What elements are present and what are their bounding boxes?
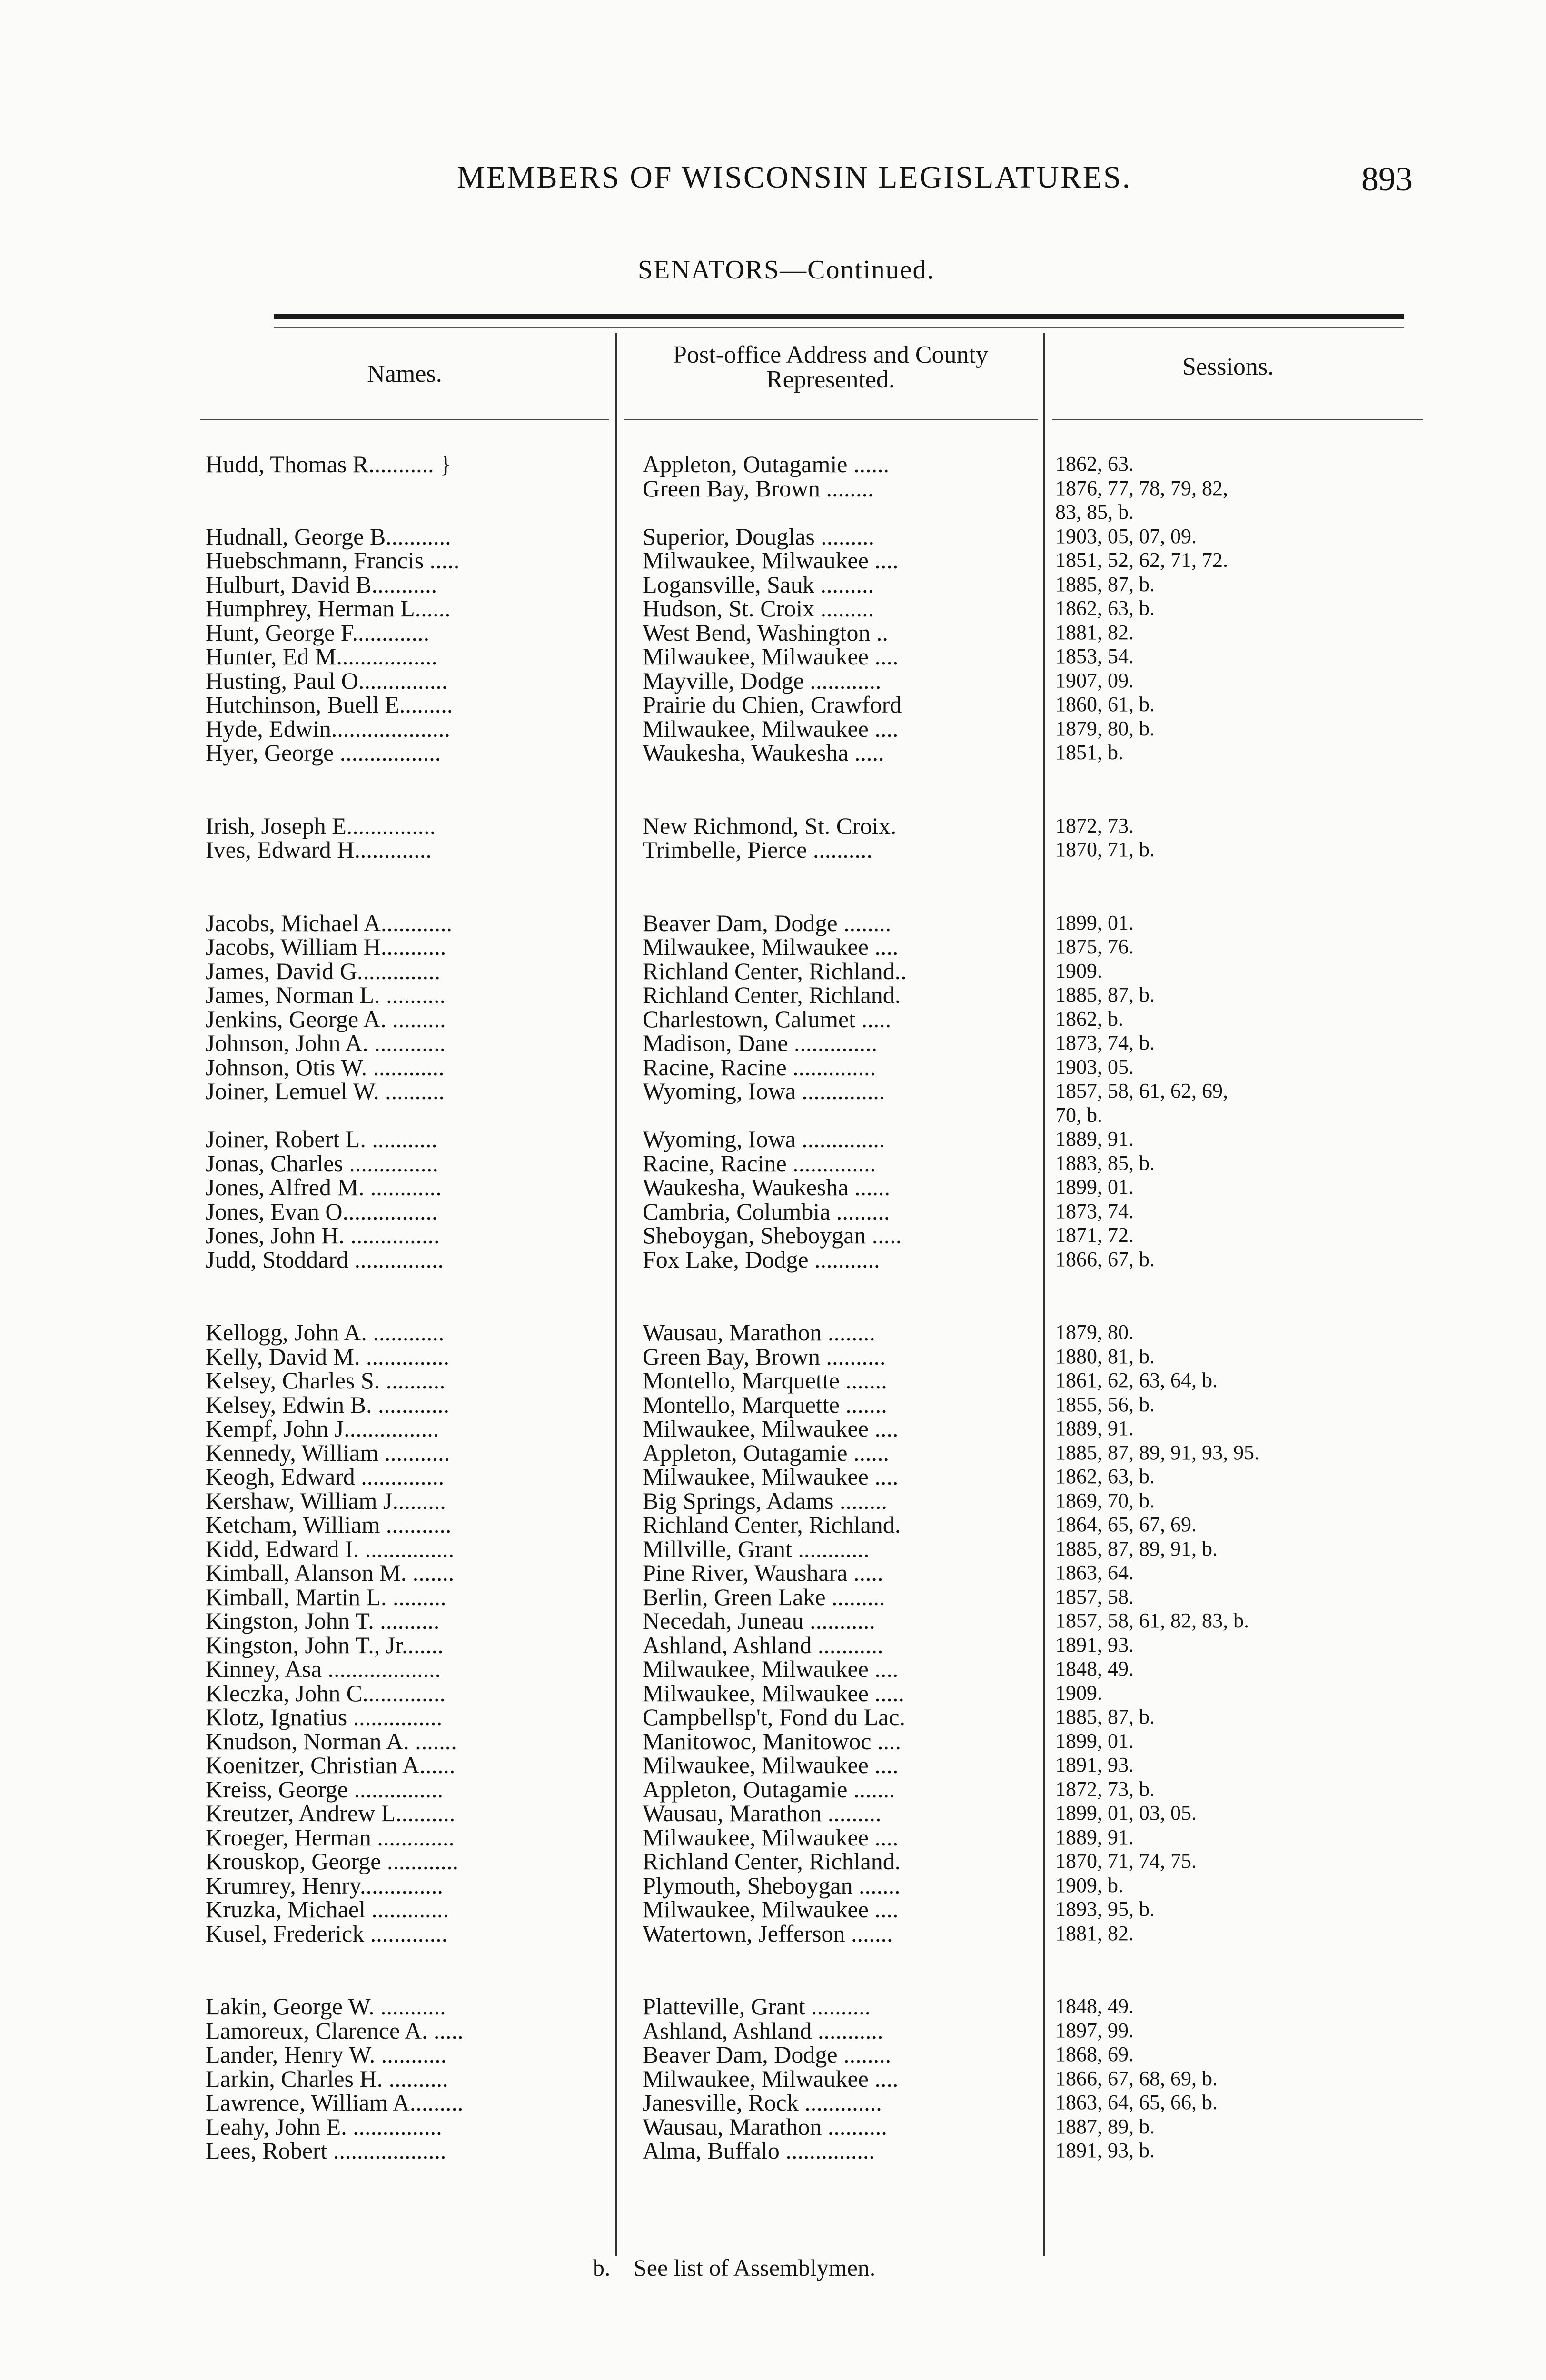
senator-name: Johnson, John A. ............ <box>206 1030 446 1056</box>
senator-name: Johnson, Otis W. ............ <box>206 1053 445 1081</box>
senator-name: Kinney, Asa ................... <box>206 1656 441 1682</box>
post-office-address: Wausau, Marathon ......... <box>643 1800 882 1826</box>
senators-table <box>0 452 1546 2212</box>
senator-name: Leahy, John E. ............... <box>206 2113 442 2140</box>
post-office-address: Superior, Douglas ......... <box>643 523 874 550</box>
sessions-list: 1889, 91. <box>1055 1127 1134 1150</box>
table-row <box>0 2139 1546 2163</box>
senator-name: Kennedy, William ........... <box>206 1439 450 1466</box>
sessions-list: 1864, 65, 67, 69. <box>1055 1513 1197 1536</box>
sessions-list: 1891, 93. <box>1055 1633 1134 1656</box>
column-header-sessions: Sessions. <box>1182 353 1274 380</box>
sessions-list: 1903, 05, 07, 09. <box>1055 524 1197 548</box>
post-office-address: Charlestown, Calumet ..... <box>643 1005 892 1032</box>
post-office-address: Wausau, Marathon .......... <box>643 2113 887 2140</box>
table-row <box>0 1248 1546 1272</box>
post-office-address: Appleton, Outagamie ...... <box>643 451 889 477</box>
sessions-list: 1861, 62, 63, 64, b. <box>1055 1368 1218 1392</box>
post-office-address: Trimbelle, Pierce .......... <box>643 836 872 863</box>
sessions-list: 1851, b. <box>1055 741 1123 764</box>
sessions-list: 1885, 87, 89, 91, b. <box>1055 1537 1218 1560</box>
table-row <box>0 1223 1546 1248</box>
post-office-address: Appleton, Outagamie ...... <box>643 1439 889 1466</box>
table-row <box>0 1657 1546 1681</box>
table-row <box>0 573 1546 597</box>
sessions-list: 1889, 91. <box>1055 1417 1134 1440</box>
post-office-address: Wyoming, Iowa .............. <box>643 1126 885 1152</box>
sessions-list: 1907, 09. <box>1055 668 1134 692</box>
senator-name: Kelsey, Charles S. .......... <box>206 1367 446 1394</box>
table-row <box>0 1609 1546 1633</box>
post-office-address: Necedah, Juneau ........... <box>643 1607 875 1634</box>
sessions-list: 1883, 85, b. <box>1055 1151 1155 1175</box>
senator-name: Hutchinson, Buell E......... <box>206 691 453 718</box>
table-row <box>0 717 1546 741</box>
table-row <box>0 2067 1546 2091</box>
post-office-address: Millville, Grant ............ <box>643 1535 870 1562</box>
senator-name: James, David G.............. <box>206 957 440 984</box>
sessions-list: 1869, 70, b. <box>1055 1488 1155 1512</box>
sessions-list: 1875, 76. <box>1055 935 1134 958</box>
senator-name: Kroeger, Herman ............. <box>206 1824 455 1851</box>
table-row <box>0 1031 1546 1055</box>
table-row <box>0 1753 1546 1777</box>
post-office-address: Milwaukee, Milwaukee .... <box>643 933 899 960</box>
table-row <box>0 1922 1546 1946</box>
senator-name: Humphrey, Herman L...... <box>206 595 451 622</box>
senator-name: Kidd, Edward I. ............... <box>206 1535 455 1562</box>
sessions-list: 1872, 73, b. <box>1055 1777 1155 1801</box>
sessions-list: 1866, 67, b. <box>1055 1247 1155 1271</box>
table-row <box>0 814 1546 838</box>
table-row <box>0 1417 1546 1441</box>
senator-name: Hulburt, David B........... <box>206 571 437 598</box>
sessions-list: 1862, 63, b. <box>1055 596 1155 620</box>
senator-name: Krumrey, Henry.............. <box>206 1872 443 1899</box>
table-row <box>0 1849 1546 1874</box>
sessions-list: 1879, 80, b. <box>1055 716 1155 740</box>
sessions-list: 1860, 61, b. <box>1055 693 1155 716</box>
sessions-list: 1897, 99. <box>1055 2018 1134 2042</box>
table-row <box>0 838 1546 862</box>
senator-name: Koenitzer, Christian A...... <box>206 1752 456 1778</box>
sessions-list: 1899, 01. <box>1055 1175 1134 1199</box>
senator-name: Lakin, George W. ........... <box>206 1993 446 2020</box>
post-office-address: Wyoming, Iowa .............. <box>643 1078 885 1104</box>
post-office-address: New Richmond, St. Croix. <box>643 812 897 839</box>
footnote <box>593 2254 875 2281</box>
sessions-list: 1899, 01. <box>1055 1729 1134 1753</box>
post-office-address: Manitowoc, Manitowoc .... <box>643 1727 901 1755</box>
table-row <box>0 2091 1546 2115</box>
post-office-address: Prairie du Chien, Crawford <box>643 691 902 718</box>
table-row <box>0 669 1546 693</box>
sessions-list: 1881, 82. <box>1055 1921 1134 1945</box>
sessions-list: 1893, 95, b. <box>1055 1897 1155 1921</box>
table-row <box>0 1777 1546 1802</box>
table-row <box>0 1729 1546 1754</box>
post-office-address: Milwaukee, Milwaukee .... <box>643 1824 899 1851</box>
table-row <box>0 2019 1546 2043</box>
sessions-list: 1870, 71, 74, 75. <box>1055 1849 1197 1873</box>
senator-name: Huebschmann, Francis ..... <box>206 547 460 574</box>
table-row <box>0 983 1546 1007</box>
senator-name: Jacobs, William H........... <box>206 933 446 960</box>
senator-name: Kingston, John T. .......... <box>206 1607 440 1634</box>
senator-name: Lawrence, William A......... <box>206 2089 464 2116</box>
senator-name: Kreiss, George ............... <box>206 1775 443 1803</box>
post-office-address: Ashland, Ashland ........... <box>643 1631 883 1658</box>
table-row <box>0 1055 1546 1080</box>
sessions-list: 1909. <box>1055 959 1102 982</box>
senator-name: Kleczka, John C.............. <box>206 1679 446 1706</box>
section-title: SENATORS—Continued. <box>638 255 935 285</box>
senator-name: Larkin, Charles H. .......... <box>206 2065 448 2092</box>
post-office-address: Milwaukee, Milwaukee ..... <box>643 1679 904 1706</box>
senator-name: Jones, Evan O................ <box>206 1198 438 1225</box>
sessions-list: 1887, 89, b. <box>1055 2114 1155 2138</box>
table-row <box>0 621 1546 645</box>
post-office-address: Green Bay, Brown .......... <box>643 1343 886 1370</box>
senator-name: Hunter, Ed M................. <box>206 643 437 670</box>
post-office-address: Sheboygan, Sheboygan ..... <box>643 1222 902 1249</box>
sessions-list: 1880, 81, b. <box>1055 1344 1155 1368</box>
table-row <box>0 1151 1546 1176</box>
senator-name: Kruzka, Michael ............. <box>206 1896 449 1923</box>
column-header-post-office: Post-office Address and County Represented. <box>673 341 988 393</box>
table-row <box>0 741 1546 765</box>
table-row <box>0 1537 1546 1561</box>
senator-name: Kempf, John J................ <box>206 1415 439 1442</box>
post-office-address: Richland Center, Richland. <box>643 1511 901 1538</box>
post-office-address: Montello, Marquette ....... <box>643 1391 887 1418</box>
table-row <box>0 1561 1546 1585</box>
top-rule <box>274 314 1404 319</box>
sessions-list: 1851, 52, 62, 71, 72. <box>1055 548 1228 572</box>
table-row <box>0 645 1546 669</box>
table-row <box>0 2115 1546 2139</box>
post-office-address: Platteville, Grant .......... <box>643 1993 871 2020</box>
senator-name: Kimball, Alanson M. ....... <box>206 1559 455 1586</box>
table-row <box>0 1513 1546 1537</box>
sessions-list: 1870, 71, b. <box>1055 838 1155 861</box>
post-office-address: Milwaukee, Milwaukee .... <box>643 2065 899 2092</box>
post-office-address: Milwaukee, Milwaukee .... <box>643 643 899 670</box>
table-row <box>0 476 1546 501</box>
senator-name: Kelsey, Edwin B. ............ <box>206 1391 449 1418</box>
post-office-address: Milwaukee, Milwaukee .... <box>643 715 899 742</box>
sessions-list: 1876, 77, 78, 79, 82, <box>1055 476 1228 500</box>
table-row <box>0 2043 1546 2067</box>
table-row <box>0 1705 1546 1729</box>
senator-name: Lander, Henry W. ........... <box>206 2041 447 2068</box>
post-office-address: Hudson, St. Croix ......... <box>643 595 874 622</box>
senator-name: Kershaw, William J......... <box>206 1487 446 1514</box>
senator-name: Kusel, Frederick ............. <box>206 1920 448 1947</box>
sessions-list: 1863, 64, 65, 66, b. <box>1055 2091 1218 2114</box>
post-office-address: Richland Center, Richland. <box>643 982 901 1008</box>
post-office-address: Pine River, Waushara ..... <box>643 1559 883 1586</box>
table-row <box>0 1897 1546 1922</box>
sessions-list: 1899, 01. <box>1055 911 1134 934</box>
table-row <box>0 1441 1546 1465</box>
table-row <box>0 693 1546 717</box>
post-office-address: Racine, Racine .............. <box>643 1053 876 1081</box>
table-row <box>0 1801 1546 1825</box>
post-office-address: Milwaukee, Milwaukee .... <box>643 1463 899 1490</box>
letter-group <box>0 452 1546 765</box>
sessions-list: 1909. <box>1055 1681 1102 1705</box>
post-office-address: Ashland, Ashland ........... <box>643 2017 883 2044</box>
footnote-text: See list of Assemblymen. <box>634 2254 876 2281</box>
footnote-mark: b. <box>593 2254 611 2281</box>
senator-name: Hudd, Thomas R........... } <box>206 451 452 477</box>
table-row <box>0 1874 1546 1898</box>
letter-group <box>0 1320 1546 1945</box>
post-office-address: Appleton, Outagamie ....... <box>643 1775 895 1803</box>
post-office-address: Green Bay, Brown ........ <box>643 475 874 502</box>
sessions-list: 1862, b. <box>1055 1007 1123 1031</box>
post-office-address: Fox Lake, Dodge ........... <box>643 1246 880 1273</box>
senator-name: Hyer, George ................. <box>206 739 441 766</box>
page-header <box>0 159 1546 212</box>
senator-name: Lees, Robert ................... <box>206 2137 446 2164</box>
post-office-address: Beaver Dam, Dodge ........ <box>643 909 892 936</box>
post-office-address: Berlin, Green Lake ......... <box>643 1583 885 1610</box>
table-row <box>0 596 1546 621</box>
post-office-address: West Bend, Washington .. <box>643 619 888 646</box>
sessions-list: 1885, 87, b. <box>1055 572 1155 596</box>
post-office-address: Big Springs, Adams ........ <box>643 1487 887 1514</box>
senator-name: Jones, John H. ............... <box>206 1222 440 1249</box>
sessions-list: 1885, 87, b. <box>1055 1705 1155 1728</box>
sessions-list: 1848, 49. <box>1055 1994 1134 2018</box>
senator-name: Joiner, Lemuel W. .......... <box>206 1078 445 1104</box>
senator-name: Husting, Paul O............... <box>206 667 448 694</box>
post-office-address: Richland Center, Richland.. <box>643 957 907 984</box>
table-row <box>0 1007 1546 1031</box>
sessions-list: 1857, 58, 61, 82, 83, b. <box>1055 1609 1249 1632</box>
table-row <box>0 935 1546 959</box>
senator-name: James, Norman L. .......... <box>206 982 446 1008</box>
post-office-address: Montello, Marquette ....... <box>643 1367 887 1394</box>
senator-name: Knudson, Norman A. ....... <box>206 1727 457 1755</box>
table-row <box>0 1175 1546 1200</box>
post-office-address: Milwaukee, Milwaukee .... <box>643 1415 899 1442</box>
sessions-list: 1872, 73. <box>1055 813 1134 837</box>
post-office-address: Milwaukee, Milwaukee .... <box>643 547 899 574</box>
top-rule-thin <box>274 327 1404 328</box>
senator-name: Kelly, David M. .............. <box>206 1343 449 1370</box>
post-office-address: Beaver Dam, Dodge ........ <box>643 2041 892 2068</box>
senator-name: Hyde, Edwin.................... <box>206 715 450 742</box>
table-row <box>0 1345 1546 1369</box>
sessions-list: 1866, 67, 68, 69, b. <box>1055 2066 1218 2090</box>
table-row <box>0 1200 1546 1224</box>
post-office-address: Campbellsp't, Fond du Lac. <box>643 1704 906 1730</box>
senator-name: Kellogg, John A. ............ <box>206 1319 445 1346</box>
sessions-list: 70, b. <box>1055 1103 1102 1127</box>
sessions-list: 1868, 69. <box>1055 2043 1134 2066</box>
sessions-list: 1873, 74. <box>1055 1199 1134 1223</box>
sessions-list: 1871, 72. <box>1055 1223 1134 1247</box>
post-office-address: Plymouth, Sheboygan ....... <box>643 1872 901 1899</box>
senator-name: Krouskop, George ............ <box>206 1848 458 1874</box>
post-office-address: Mayville, Dodge ............ <box>643 667 882 694</box>
table-row <box>0 1465 1546 1489</box>
header-rule-post-office <box>624 419 1038 420</box>
post-office-address: Milwaukee, Milwaukee .... <box>643 1896 899 1923</box>
post-office-address: Janesville, Rock ............. <box>643 2089 882 2116</box>
sessions-list: 1885, 87, 89, 91, 93, 95. <box>1055 1440 1259 1464</box>
table-row <box>0 500 1546 525</box>
senator-name: Jones, Alfred M. ............ <box>206 1174 442 1200</box>
table-row <box>0 1994 1546 2019</box>
sessions-list: 1891, 93, b. <box>1055 2139 1155 2162</box>
sessions-list: 1863, 64. <box>1055 1561 1134 1584</box>
table-row <box>0 959 1546 983</box>
sessions-list: 1881, 82. <box>1055 620 1134 644</box>
post-office-address: Madison, Dane .............. <box>643 1030 877 1056</box>
table-row <box>0 1633 1546 1657</box>
sessions-list: 1862, 63, b. <box>1055 1465 1155 1488</box>
senator-name: Keogh, Edward .............. <box>206 1463 445 1490</box>
sessions-list: 1857, 58. <box>1055 1585 1134 1608</box>
sessions-list: 1899, 01, 03, 05. <box>1055 1801 1197 1825</box>
senator-name: Kingston, John T., Jr....... <box>206 1631 444 1658</box>
senator-name: Lamoreux, Clarence A. ..... <box>206 2017 464 2044</box>
senator-name: Ives, Edward H............. <box>206 836 432 863</box>
senator-name: Jonas, Charles ............... <box>206 1150 438 1177</box>
post-office-address: Cambria, Columbia ......... <box>643 1198 890 1225</box>
table-row <box>0 1681 1546 1706</box>
post-office-address: Richland Center, Richland. <box>643 1848 901 1874</box>
sessions-list: 1909, b. <box>1055 1873 1123 1897</box>
post-office-address: Waukesha, Waukesha ..... <box>643 739 884 766</box>
senator-name: Irish, Joseph E............... <box>206 812 436 839</box>
table-row <box>0 1393 1546 1417</box>
senator-name: Jenkins, George A. ......... <box>206 1005 446 1032</box>
sessions-list: 1889, 91. <box>1055 1825 1134 1849</box>
header-rule-sessions <box>1052 419 1423 420</box>
sessions-list: 83, 85, b. <box>1055 500 1134 524</box>
sessions-list: 1857, 58, 61, 62, 69, <box>1055 1079 1228 1102</box>
senator-name: Ketcham, William ........... <box>206 1511 452 1538</box>
table-row <box>0 1127 1546 1151</box>
senator-name: Joiner, Robert L. ........... <box>206 1126 437 1152</box>
sessions-list: 1903, 05. <box>1055 1055 1134 1079</box>
post-office-address: Alma, Buffalo ............... <box>643 2137 875 2164</box>
post-office-address: Waukesha, Waukesha ...... <box>643 1174 891 1200</box>
sessions-list: 1873, 74, b. <box>1055 1031 1155 1054</box>
sessions-list: 1855, 56, b. <box>1055 1392 1155 1416</box>
sessions-list: 1885, 87, b. <box>1055 983 1155 1006</box>
post-office-address: Milwaukee, Milwaukee .... <box>643 1656 899 1682</box>
header-rule-names <box>200 419 609 420</box>
table-row <box>0 1368 1546 1393</box>
sessions-list: 1891, 93. <box>1055 1753 1134 1776</box>
letter-group <box>0 1994 1546 2163</box>
senator-name: Hunt, George F............. <box>206 619 430 646</box>
sessions-list: 1879, 80. <box>1055 1320 1134 1344</box>
table-row <box>0 1825 1546 1850</box>
running-head: MEMBERS OF WISCONSIN LEGISLATURES. <box>457 160 1132 195</box>
senator-name: Kreutzer, Andrew L.......... <box>206 1800 456 1826</box>
column-header-names: Names. <box>367 360 442 387</box>
table-row <box>0 1079 1546 1103</box>
sessions-list: 1853, 54. <box>1055 645 1134 668</box>
senator-name: Judd, Stoddard ............... <box>206 1246 444 1273</box>
letter-group <box>0 911 1546 1272</box>
table-row <box>0 1585 1546 1609</box>
senator-name: Klotz, Ignatius ............... <box>206 1704 443 1730</box>
senator-name: Jacobs, Michael A............ <box>206 909 452 936</box>
table-row <box>0 1103 1546 1128</box>
sessions-list: 1862, 63. <box>1055 452 1134 476</box>
post-office-address: Milwaukee, Milwaukee .... <box>643 1752 899 1778</box>
table-row <box>0 525 1546 549</box>
post-office-address: Wausau, Marathon ........ <box>643 1319 875 1346</box>
table-row <box>0 1489 1546 1513</box>
post-office-address: Racine, Racine .............. <box>643 1150 876 1177</box>
post-office-address: Watertown, Jefferson ....... <box>643 1920 893 1947</box>
senator-name: Kimball, Martin L. ......... <box>206 1583 446 1610</box>
sessions-list: 1848, 49. <box>1055 1657 1134 1680</box>
table-row <box>0 911 1546 935</box>
table-row <box>0 452 1546 476</box>
page-number: 893 <box>1361 160 1413 198</box>
table-row <box>0 548 1546 573</box>
post-office-address: Logansville, Sauk ......... <box>643 571 874 598</box>
table-row <box>0 1320 1546 1345</box>
senator-name: Hudnall, George B........... <box>206 523 451 550</box>
letter-group <box>0 814 1546 862</box>
